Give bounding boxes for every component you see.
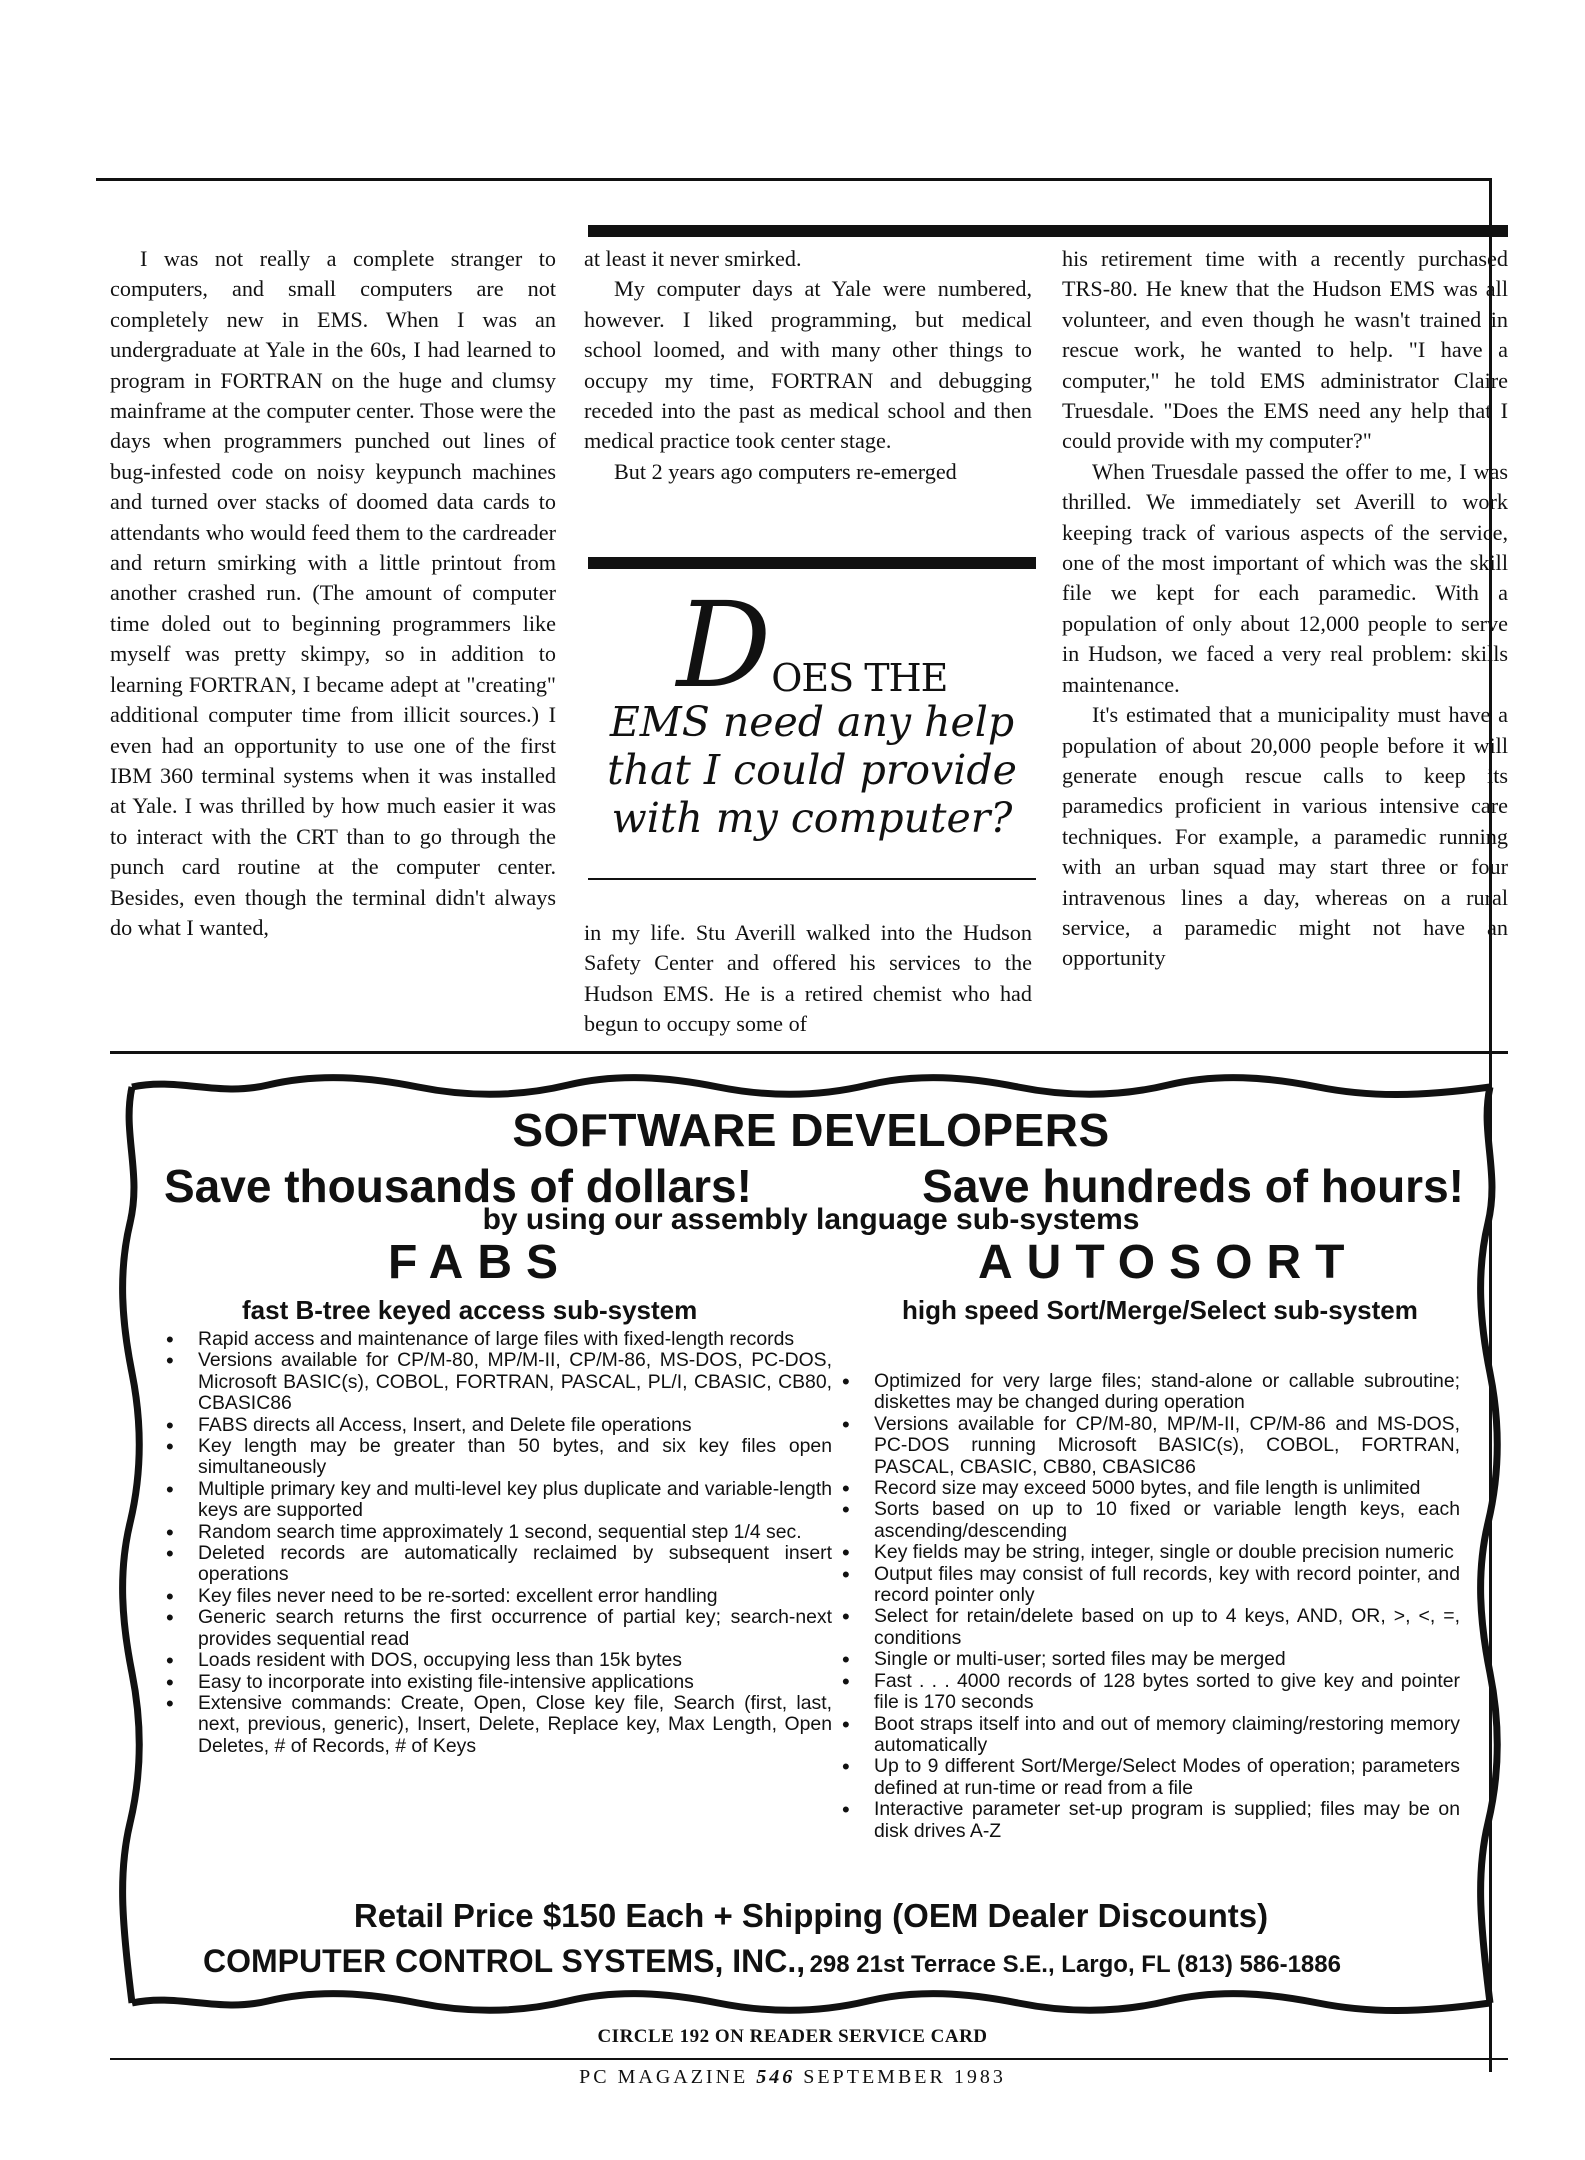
list-item: • Fast . . . 4000 records of 128 bytes sorted to give key and pointer file is 170 seconds [834, 1671, 1460, 1714]
article-bottom-rule [110, 1051, 1508, 1054]
list-item: • Optimized for very large files; stand-alone or callable subroutine; diskettes may be changed during operation [834, 1371, 1460, 1414]
list-item: • Key fields may be string, integer, single or double precision numeric [834, 1542, 1460, 1563]
software-ad [118, 1073, 1504, 2017]
list-item: • Output files may consist of full records, key with record pointer, and record pointer only [834, 1564, 1460, 1607]
list-item: • Single or multi-user; sorted files may be merged [834, 1649, 1460, 1670]
column-top-rule [588, 225, 1508, 237]
list-item: • Loads resident with DOS, occupying less than 15k bytes [158, 1650, 832, 1671]
fabs-description: fast B-tree keyed access sub-system [242, 1295, 698, 1325]
ad-company-line [203, 1943, 1341, 1980]
company-address: 298 21st Terrace S.E., Largo, FL (813) 586-1886 [809, 1951, 1341, 1978]
fabs-feature-list [158, 1329, 832, 1757]
page-footer [0, 2066, 1585, 2089]
list-item: • Deleted records are automatically reclaimed by subsequent insert operations [158, 1543, 832, 1586]
list-item: • Multiple primary key and multi-level key plus duplicate and variable-length keys are supported [158, 1479, 832, 1522]
article-paragraph: his retirement time with a recently purchased TRS-80. He knew that the Hudson EMS was all volunteer, and even though he wasn't trained in rescue work, he wanted to help. "I have a computer," he told EMS administrator Claire Truesdale. "Does the EMS need any help that I could provide with my computer?" [1062, 246, 1508, 454]
ad-save-hours: Save hundreds of hours! [922, 1160, 1464, 1212]
article-paragraph: in my life. Stu Averill walked into the Hudson Safety Center and offered his services to the Hudson EMS. He is a retired chemist who had begun to occupy some of [584, 920, 1032, 1037]
autosort-description: high speed Sort/Merge/Select sub-system [902, 1295, 1418, 1325]
footer-rule [110, 2058, 1508, 2060]
list-item: • Select for retain/delete based on up to 4 keys, AND, OR, >, <, =, conditions [834, 1606, 1460, 1649]
ad-price-line: Retail Price $150 Each + Shipping (OEM Dealer Discounts) [353, 1897, 1269, 1934]
article-paragraph: It's estimated that a municipality must have a population of about 20,000 people before it will generate enough rescue calls to keep its paramedics proficient in various intensive care techniques. For example, a paramedic running with an urban squad may start three or four intravenous lines a day, whereas on a rural service, a paramedic might not have an opportunity [1062, 702, 1508, 971]
pullquote-bottom-rule [588, 878, 1036, 880]
list-item: • Up to 9 different Sort/Merge/Select Modes of operation; parameters defined at run-time or read from a file [834, 1756, 1460, 1799]
list-item: • Key files never need to be re-sorted: excellent error handling [158, 1586, 832, 1607]
article-paragraph: I was not really a complete stranger to computers, and small computers are not completely new in EMS. When I was an undergraduate at Yale in the 60s, I had learned to program in FORTRAN on the huge and clumsy mainframe at the computer center. Those were the days when programmers punched out lines of bug-infested code on noisy keypunch machines and turned over stacks of doomed data cards to attendants who would feed them to the cardreader and return smirking with a little printout from another crashed run. (The amount of computer time doled out to beginning programmers like myself was pretty skimpy, so in addition to learning FORTRAN, I became adept at "creating" additional computer time from illicit sources.) I even had an opportunity to use one of the first IBM 360 terminal systems when it was installed at Yale. I was thrilled by how much easier it was to interact with the CRT than to go through the punch card routine at the computer center. Besides, even though the terminal didn't always do what I wanted, [110, 246, 556, 940]
autosort-title: AUTOSORT [978, 1236, 1359, 1289]
pull-quote-text: EMS need any help that I could provide with my computer? [607, 698, 1017, 842]
page-number: 546 [756, 2066, 796, 2088]
article-column-2-bottom [584, 918, 1032, 1040]
article-column-3 [1062, 244, 1508, 974]
pull-quote-drop-letter: D [676, 576, 772, 714]
list-item: • Versions available for CP/M-80, MP/M-II, CP/M-86, MS-DOS, PC-DOS, Microsoft BASIC(s), COBOL, FORTRAN, PASCAL, PL/I, CBASIC, CB80, CBASIC86 [158, 1350, 832, 1414]
list-item: • Extensive commands: Create, Open, Close key file, Search (first, last, next, previous, generic), Insert, Delete, Replace key, Max Length, Open Deletes, # of Records, # of Keys [158, 1693, 832, 1757]
article-paragraph: My computer days at Yale were numbered, however. I liked programming, but medical school loomed, and with many other things to occupy my time, FORTRAN and debugging receded into the past as medical school and then medical practice took center stage. [584, 276, 1032, 454]
list-item: • Interactive parameter set-up program is supplied; files may be on disk drives A-Z [834, 1799, 1460, 1842]
list-item: • Versions available for CP/M-80, MP/M-II, CP/M-86 and MS-DOS, PC-DOS running Microsoft BASIC(s), COBOL, FORTRAN, PASCAL, CBASIC, CB80, CBASIC86 [834, 1414, 1460, 1478]
company-name: COMPUTER CONTROL SYSTEMS, INC., [203, 1943, 806, 1979]
magazine-name: PC MAGAZINE [579, 2066, 749, 2088]
article-column-2-top [584, 244, 1032, 487]
ad-header: SOFTWARE DEVELOPERS [512, 1104, 1110, 1156]
list-item: • Sorts based on up to 10 fixed or variable length keys, each ascending/descending [834, 1499, 1460, 1542]
issue-date: SEPTEMBER 1983 [803, 2066, 1006, 2088]
list-item: • FABS directs all Access, Insert, and Delete file operations [158, 1415, 832, 1436]
pull-quote-lead: OES THE [771, 656, 948, 700]
pull-quote [588, 576, 1036, 842]
article-paragraph: When Truesdale passed the offer to me, I was thrilled. We immediately set Averill to work keeping track of various aspects of the service, one of the most important of which was the skill file we kept for each paramedic. With a population of only about 12,000 people to serve in Hudson, we faced a very real problem: skills maintenance. [1062, 458, 1508, 697]
article-paragraph: But 2 years ago computers re-emerged [614, 458, 957, 484]
list-item: • Generic search returns the first occurrence of partial key; search-next provides sequential read [158, 1607, 832, 1650]
list-item: • Key length may be greater than 50 bytes, and six key files open simultaneously [158, 1436, 832, 1479]
ad-save-dollars: Save thousands of dollars! [164, 1160, 752, 1212]
list-item: • Random search time approximately 1 second, sequential step 1/4 sec. [158, 1522, 832, 1543]
ad-subheader: by using our assembly language sub-systems [482, 1203, 1140, 1236]
autosort-feature-list [834, 1371, 1460, 1842]
list-item: • Boot straps itself into and out of memory claiming/restoring memory automatically [834, 1714, 1460, 1757]
fabs-title: FABS [388, 1236, 573, 1289]
article-paragraph: at least it never smirked. [584, 246, 802, 271]
list-item: • Rapid access and maintenance of large files with fixed-length records [158, 1329, 832, 1350]
article-column-1 [110, 244, 556, 943]
reader-service-note: CIRCLE 192 ON READER SERVICE CARD [597, 2026, 988, 2047]
pullquote-top-rule [588, 557, 1036, 569]
list-item: • Easy to incorporate into existing file-intensive applications [158, 1672, 832, 1693]
list-item: • Record size may exceed 5000 bytes, and file length is unlimited [834, 1478, 1460, 1499]
